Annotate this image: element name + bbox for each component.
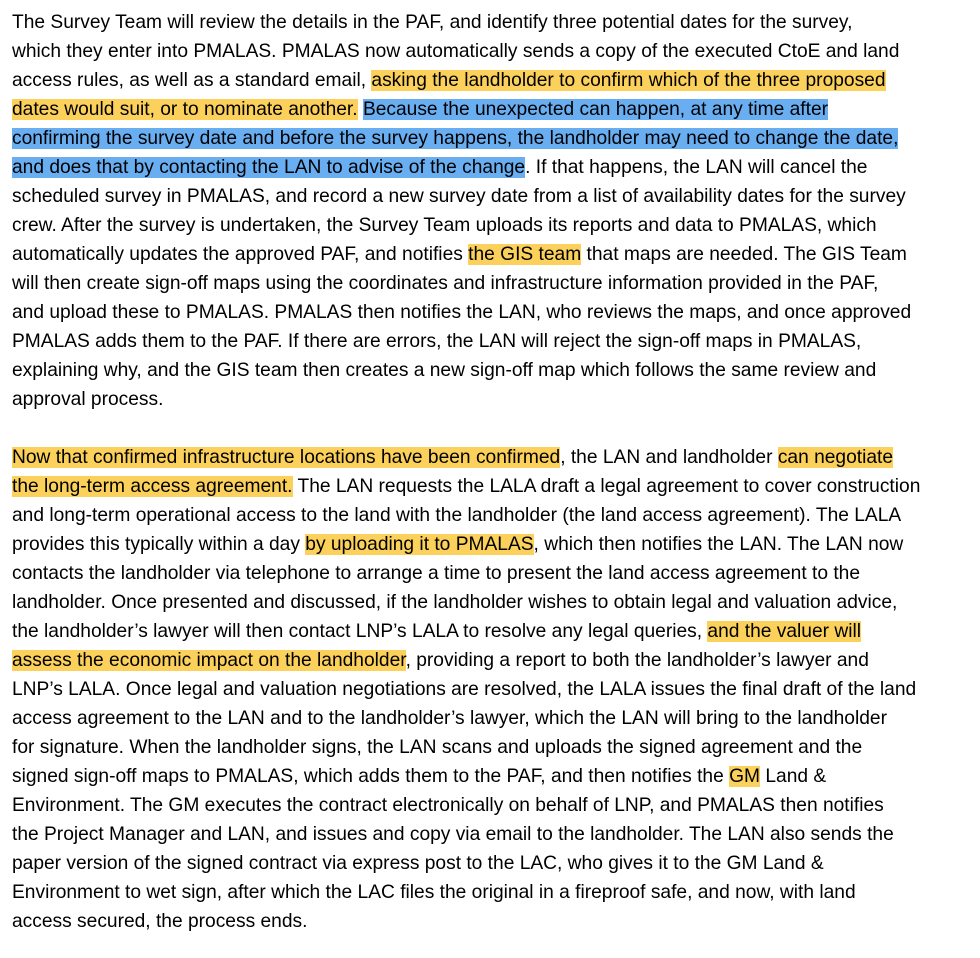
text-run: which they enter into PMALAS. PMALAS now automatically sends a copy of the executed CtoE and land xyxy=(12,41,900,62)
text-run: automatically updates the approved PAF, and notifies xyxy=(12,244,469,265)
highlight-yellow: Now that confirmed infrastructure locations have been confirmed xyxy=(12,447,561,468)
text-run: the landholder’s lawyer will then contact LNP’s LALA to resolve any legal queries, xyxy=(12,621,708,642)
text-line xyxy=(12,240,980,269)
highlight-yellow: the long-term access agreement. xyxy=(12,476,293,497)
text-line xyxy=(12,95,980,124)
text-line xyxy=(12,211,980,240)
highlight-blue: and does that by contacting the LAN to advise of the change xyxy=(12,157,526,178)
text-line xyxy=(12,182,980,211)
highlight-yellow: GM xyxy=(729,766,761,787)
text-line xyxy=(12,472,980,501)
text-run: The LAN requests the LALA draft a legal agreement to cover construction xyxy=(292,476,921,497)
text-run: for signature. When the landholder signs, the LAN scans and uploads the signed agreement and the xyxy=(12,737,863,758)
text-line xyxy=(12,385,980,414)
highlight-yellow: assess the economic impact on the landholder xyxy=(12,650,406,671)
highlight-yellow: dates would suit, or to nominate another. xyxy=(12,99,358,120)
highlight-yellow: by uploading it to PMALAS xyxy=(305,534,534,555)
text-run: and long-term operational access to the land with the landholder (the land access agreement). The LALA xyxy=(12,505,902,526)
text-run: explaining why, and the GIS team then creates a new sign-off map which follows the same review and xyxy=(12,360,877,381)
text-line xyxy=(12,820,980,849)
text-line xyxy=(12,559,980,588)
text-line xyxy=(12,733,980,762)
text-line xyxy=(12,37,980,66)
text-line xyxy=(12,530,980,559)
text-line xyxy=(12,327,980,356)
document-body xyxy=(12,8,980,936)
highlight-yellow: and the valuer will xyxy=(707,621,862,642)
text-run: The Survey Team will review the details in the PAF, and identify three potential dates for the survey, xyxy=(12,12,853,33)
text-run: contacts the landholder via telephone to arrange a time to present the land access agreement to the xyxy=(12,563,860,584)
text-run: provides this typically within a day xyxy=(12,534,306,555)
text-run: , the LAN and landholder xyxy=(560,447,778,468)
text-line xyxy=(12,8,980,37)
text-line xyxy=(12,356,980,385)
paragraph-2 xyxy=(12,443,980,936)
text-line xyxy=(12,878,980,907)
text-line xyxy=(12,849,980,878)
text-run: landholder. Once presented and discussed, if the landholder wishes to obtain legal and valuation advice, xyxy=(12,592,898,613)
text-run: , providing a report to both the landholder’s lawyer and xyxy=(405,650,869,671)
text-run: PMALAS adds them to the PAF. If there are errors, the LAN will reject the sign-off maps in PMALAS, xyxy=(12,331,862,352)
text-line xyxy=(12,646,980,675)
text-line xyxy=(12,153,980,182)
text-line xyxy=(12,704,980,733)
text-line xyxy=(12,501,980,530)
text-run: , which then notifies the LAN. The LAN now xyxy=(533,534,904,555)
text-run: . If that happens, the LAN will cancel the xyxy=(525,157,868,178)
text-run: paper version of the signed contract via express post to the LAC, who gives it to the GM Land & xyxy=(12,853,824,874)
text-run: Land & xyxy=(760,766,827,787)
text-run: and upload these to PMALAS. PMALAS then notifies the LAN, who reviews the maps, and once approved xyxy=(12,302,912,323)
highlight-yellow: asking the landholder to confirm which of the three proposed xyxy=(371,70,886,91)
text-run: access agreement to the LAN and to the landholder’s lawyer, which the LAN will bring to the landholder xyxy=(12,708,887,729)
highlight-blue: Because the unexpected can happen, at any time after xyxy=(362,99,829,120)
paragraph-1 xyxy=(12,8,980,414)
text-run: access rules, as well as a standard email, xyxy=(12,70,372,91)
text-line xyxy=(12,298,980,327)
text-run: the Project Manager and LAN, and issues and copy via email to the landholder. The LAN also sends the xyxy=(12,824,894,845)
text-line xyxy=(12,907,980,936)
text-run: LNP’s LALA. Once legal and valuation negotiations are resolved, the LALA issues the final draft of the land xyxy=(12,679,917,700)
text-run: signed sign-off maps to PMALAS, which adds them to the PAF, and then notifies the xyxy=(12,766,730,787)
text-run: Environment. The GM executes the contract electronically on behalf of LNP, and PMALAS then notifies xyxy=(12,795,884,816)
text-line xyxy=(12,124,980,153)
text-line xyxy=(12,66,980,95)
text-line xyxy=(12,791,980,820)
text-run: that maps are needed. The GIS Team xyxy=(581,244,907,265)
text-run: crew. After the survey is undertaken, the Survey Team uploads its reports and data to PMALAS, which xyxy=(12,215,877,236)
text-run: approval process. xyxy=(12,389,164,410)
text-line xyxy=(12,588,980,617)
text-line xyxy=(12,617,980,646)
text-run: will then create sign-off maps using the coordinates and infrastructure information provided in the PAF, xyxy=(12,273,879,294)
highlight-blue: confirming the survey date and before the survey happens, the landholder may need to change the date, xyxy=(12,128,899,149)
text-line xyxy=(12,675,980,704)
text-run: scheduled survey in PMALAS, and record a new survey date from a list of availability dates for the survey xyxy=(12,186,906,207)
text-run: Environment to wet sign, after which the LAC files the original in a fireproof safe, and now, with land xyxy=(12,882,856,903)
text-run: access secured, the process ends. xyxy=(12,911,308,932)
text-line xyxy=(12,269,980,298)
text-line xyxy=(12,443,980,472)
highlight-yellow: can negotiate xyxy=(777,447,894,468)
text-line xyxy=(12,762,980,791)
paragraph-gap xyxy=(12,414,980,443)
highlight-yellow: the GIS team xyxy=(468,244,582,265)
